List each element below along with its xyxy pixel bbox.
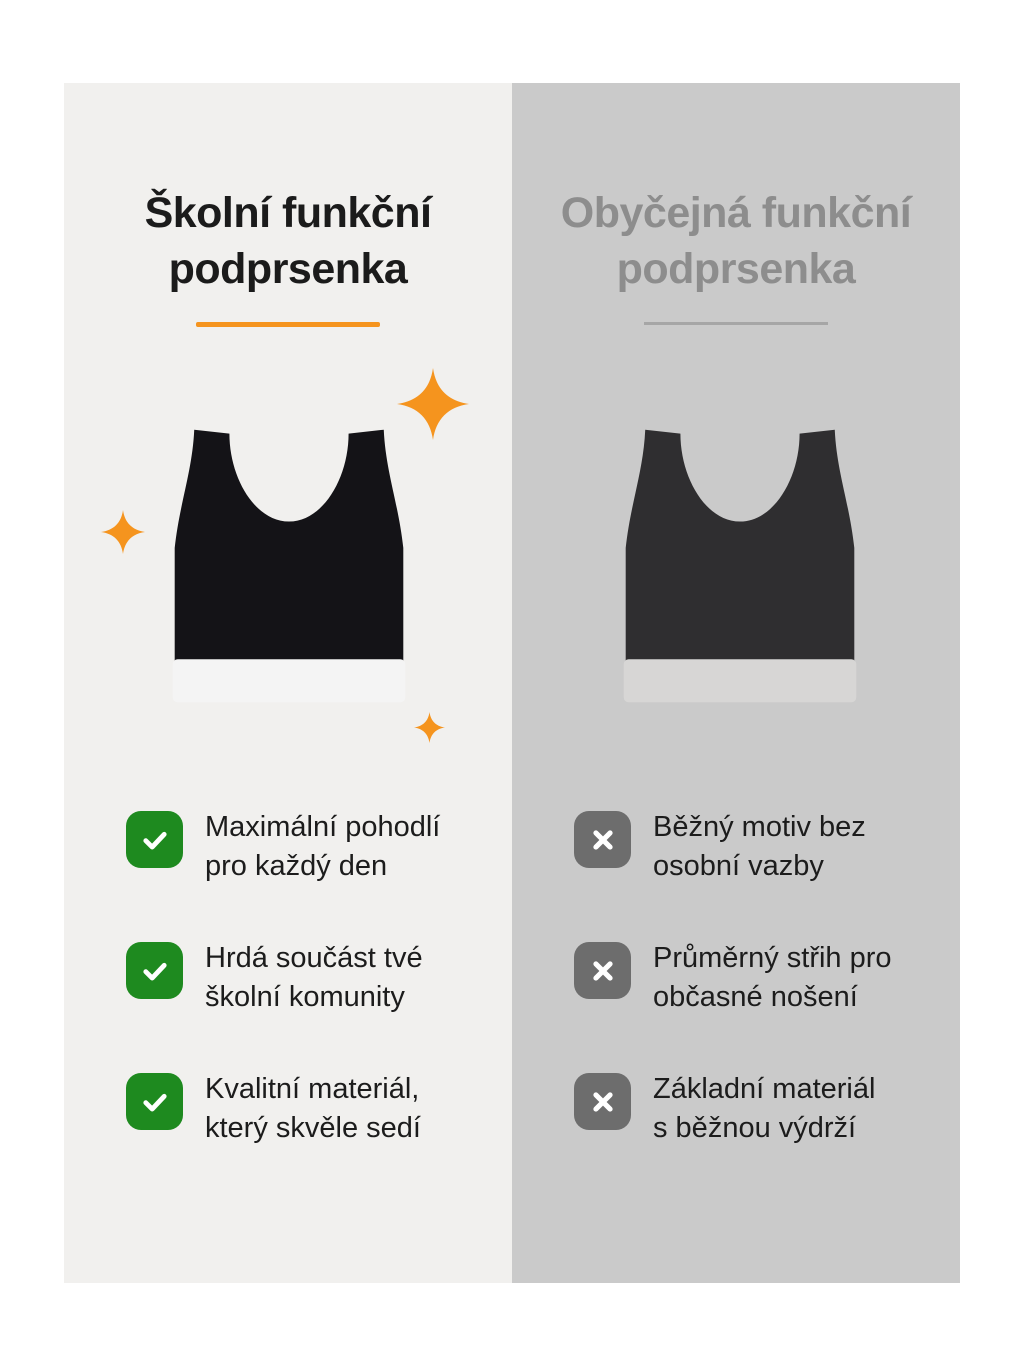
ordinary-title-line2: podprsenka (616, 245, 856, 293)
featured-feature-list (126, 808, 492, 1201)
ordinary-feature-list (574, 808, 940, 1201)
ordinary-title-line1: Obyčejná funkční (560, 189, 912, 237)
sparkle-icon (101, 510, 145, 554)
cross-icon (574, 1073, 631, 1130)
panel-featured (64, 83, 512, 1283)
feature-item (574, 939, 940, 1017)
featured-bra-image (162, 425, 416, 707)
feature-item (574, 808, 940, 886)
feature-text: Průměrný střih pro občasné nošení (653, 942, 892, 1013)
feature-text: Hrdá součást tvé školní komunity (205, 942, 423, 1013)
feature-item (126, 1070, 492, 1148)
panel-ordinary (512, 83, 960, 1283)
check-icon (126, 942, 183, 999)
check-icon (126, 1073, 183, 1130)
ordinary-bra-image (613, 425, 867, 707)
feature-item (126, 939, 492, 1017)
sparkle-icon (414, 712, 445, 743)
featured-title-line1: Školní funkční (144, 189, 432, 237)
cross-icon (574, 811, 631, 868)
ordinary-title-underline (644, 322, 828, 325)
cross-icon (574, 942, 631, 999)
feature-text: Běžný motiv bez osobní vazby (653, 811, 866, 882)
feature-item (126, 808, 492, 886)
feature-text: Základní materiál s běžnou výdrží (653, 1073, 876, 1144)
feature-text: Maximální pohodlí pro každý den (205, 811, 441, 882)
featured-title-underline (196, 322, 380, 327)
feature-text: Kvalitní materiál, který skvěle sedí (205, 1073, 421, 1144)
featured-title-line2: podprsenka (168, 245, 408, 293)
feature-item (574, 1070, 940, 1148)
ordinary-title (512, 185, 960, 297)
check-icon (126, 811, 183, 868)
featured-title (64, 185, 512, 297)
